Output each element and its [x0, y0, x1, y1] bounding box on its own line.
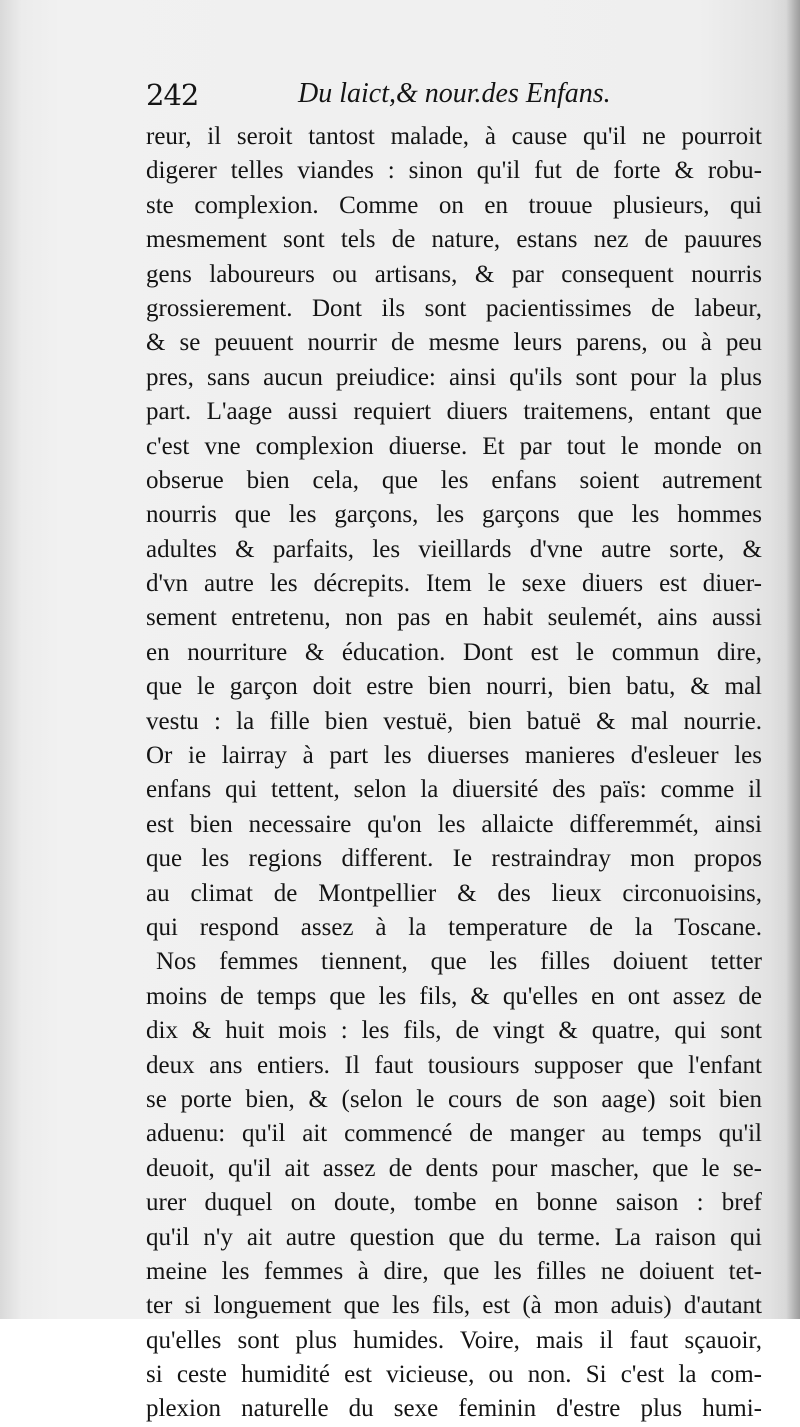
text-line: c'est vne complexion diuerse. Et par tout le monde on [146, 432, 762, 460]
text-line: Or ie lairray à part les diuerses manieres d'esleuer les [146, 742, 762, 770]
text-line: deux ans entiers. Il faut tousiours supposer que l'enfant [146, 1051, 762, 1079]
text-line: sement entretenu, non pas en habit seulemét, ains aussi [146, 604, 762, 632]
running-title: Du laict,& nour.des Enfans. [298, 78, 611, 109]
text-line: pres, sans aucun preiudice: ainsi qu'ils sont pour la plus [146, 363, 762, 391]
body-text [146, 120, 762, 1427]
text-line: mesmement sont tels de nature, estans nez de pauures [146, 226, 762, 254]
text-line: qu'elles sont plus humides. Voire, mais il faut sçauoir, [146, 1326, 762, 1354]
text-line: moins de temps que les fils, & qu'elles en ont assez de [146, 982, 762, 1010]
text-line: part. L'aage aussi requiert diuers traitemens, entant que [146, 398, 762, 426]
text-line: se porte bien, & (selon le cours de son aage) soit bien [146, 1085, 762, 1113]
text-line: nourris que les garçons, les garçons que les hommes [146, 501, 762, 529]
text-line: vestu : la fille bien vestuë, bien batuë & mal nourrie. [146, 707, 762, 735]
text-line: urer duquel on doute, tombe en bonne saison : bref [146, 1189, 762, 1217]
page-number: 242 [146, 78, 199, 112]
text-line: en nourriture & éducation. Dont est le commun dire, [146, 638, 762, 666]
text-line: ste complexion. Comme on en trouue plusieurs, qui [146, 191, 762, 219]
text-line: digerer telles viandes : sinon qu'il fut de forte & robu- [146, 157, 762, 185]
text-line: qu'il n'y ait autre question que du terme. La raison qui [146, 1223, 762, 1251]
text-line: si ceste humidité est vicieuse, ou non. Si c'est la com- [146, 1361, 762, 1389]
text-line: deuoit, qu'il ait assez de dents pour mascher, que le se- [146, 1154, 762, 1182]
text-line: est bien necessaire qu'on les allaicte differemmét, ainsi [146, 810, 762, 838]
running-head [146, 72, 646, 112]
text-line: au climat de Montpellier & des lieux circonuoisins, [146, 879, 762, 907]
text-line: d'vn autre les décrepits. Item le sexe diuers est diuer- [146, 570, 762, 598]
text-line: qui respond assez à la temperature de la Toscane. [146, 913, 762, 941]
text-line: enfans qui tettent, selon la diuersité des païs: comme il [146, 776, 762, 804]
text-line: & se peuuent nourrir de mesme leurs parens, ou à peu [146, 329, 762, 357]
text-line: adultes & parfaits, les vieillards d'vne autre sorte, & [146, 535, 762, 563]
text-line: grossierement. Dont ils sont pacientissimes de labeur, [146, 294, 762, 322]
text-line: reur, il seroit tantost malade, à cause qu'il ne pourroit [146, 123, 762, 150]
text-line: plexion naturelle du sexe feminin d'estre plus humi- [146, 1395, 762, 1423]
text-line: obserue bien cela, que les enfans soient autrement [146, 466, 762, 494]
text-line: Nos femmes tiennent, que les filles doiuent tetter [156, 948, 762, 976]
text-line: aduenu: qu'il ait commencé de manger au temps qu'il [146, 1120, 762, 1148]
text-line: que les regions different. Ie restraindray mon propos [146, 845, 762, 873]
text-line: que le garçon doit estre bien nourri, bien batu, & mal [146, 673, 762, 701]
text-line: dix & huit mois : les fils, de vingt & quatre, qui sont [146, 1017, 762, 1045]
text-line: ter si longuement que les fils, est (à mon aduis) d'autant [146, 1292, 762, 1320]
text-line: meine les femmes à dire, que les filles ne doiuent tet- [146, 1257, 762, 1285]
text-line: gens laboureurs ou artisans, & par consequent nourris [146, 260, 762, 288]
